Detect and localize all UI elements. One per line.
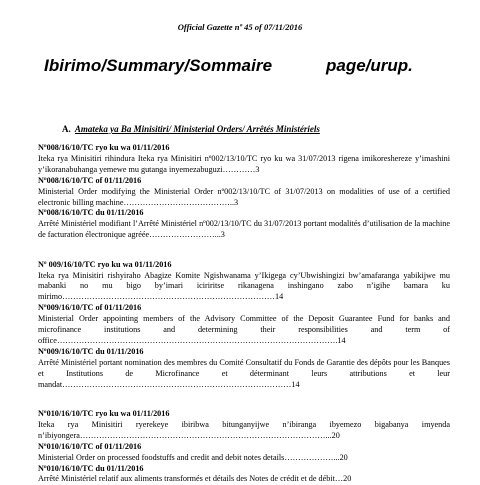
- order-description: Ministerial Order on processed foodstuffs and credit and debit notes details………………...20: [38, 452, 348, 462]
- gazette-header: Official Gazette nº 45 of 07/11/2016: [177, 22, 303, 32]
- order-reference: Nº008/16/10/TC du 01/11/2016: [38, 208, 144, 218]
- order-description: Ministerial Order modifying the Ministerial Order nº002/13/10/TC of 31/07/2013 on modalities of use of a certified electronic billing machine…………………………………..3: [38, 186, 450, 207]
- order-description: Arrêté Ministériel modifiant l’Arrêté Ministériel nº002/13/10/TC du 31/07/2013 portant modalités d’utilisation de la machine de facturation électronique agréée……………………...3: [38, 219, 450, 240]
- section-letter: A.: [62, 124, 71, 134]
- order-description: Ministerial Order appointing members of the Advisory Committee of the Deposit Guarantee Fund for banks and microfinance institutions and determining their responsibilities and term of office………………………………………………………………………………………….14: [38, 314, 450, 345]
- order-description: Arrêté Ministériel relatif aux aliments transformés et détails des Notes de crédit et de débit…20: [38, 474, 352, 484]
- order-reference: Nº 009/16/10/TC ryo ku wa 01/11/2016: [38, 259, 172, 269]
- summary-title-row: [44, 56, 444, 78]
- summary-title: Ibirimo/Summary/Sommaire: [44, 56, 273, 75]
- order-description: Iteka rya Minisitiri ryerekeye ibiribwa bitunganyijwe n’ibiranga ibyemezo bigabanya imyenda n’ibiyongera………………………………………………………………………………...20: [38, 419, 450, 440]
- order-description: Arrêté Ministériel portant nomination des membres du Comité Consultatif du Fonds de Garantie des dépôts pour les Banques et Institutions de Microfinance et déterminant leurs attributions et leur mandat…………………………………………………………………………14: [38, 357, 450, 389]
- page-column-label: page/urup.: [326, 56, 413, 75]
- entry-group: [38, 143, 450, 241]
- entry-group: [38, 260, 450, 391]
- summary-entries: [38, 143, 450, 485]
- order-reference: Nº010/16/10/TC ryo ku wa 01/11/2016: [38, 409, 170, 419]
- order-description: Iteka rya Minisitiri rishyiraho Abagize Komite Ngishwanama y’Ikigega cy’Ubwishingizi bw’amafaranga yabikijwe mu mabanki no mu bigo by’imari iciriritse rikanagena inshingano zabo n’igihe bamara ku mirimo……………………………………………………………………14: [38, 270, 450, 302]
- order-reference: Nº008/16/10/TC of 01/11/2016: [38, 175, 142, 185]
- section-heading: [62, 124, 320, 134]
- order-reference: Nº010/16/10/TC of 01/11/2016: [38, 441, 142, 451]
- order-reference: Nº009/16/10/TC du 01/11/2016: [38, 346, 144, 356]
- section-heading-text: Amateka ya Ba Minisitiri/ Ministerial Orders/ Arrêtés Ministériels: [74, 124, 320, 134]
- entry-group: [38, 409, 450, 485]
- order-reference: Nº010/16/10/TC du 01/11/2016: [38, 463, 144, 473]
- order-reference: Nº009/16/10/TC of 01/11/2016: [38, 303, 142, 313]
- order-description: Iteka rya Minisitiri rihindura Iteka rya Minisitiri nº002/13/10/TC ryo ku wa 31/07/2013 rigena imikoreshereze y’imashini y’ikoranabuhanga yemewe mu gutanga inyemezabuguzi…………3: [38, 153, 450, 174]
- order-reference: Nº008/16/10/TC ryo ku wa 01/11/2016: [38, 143, 170, 152]
